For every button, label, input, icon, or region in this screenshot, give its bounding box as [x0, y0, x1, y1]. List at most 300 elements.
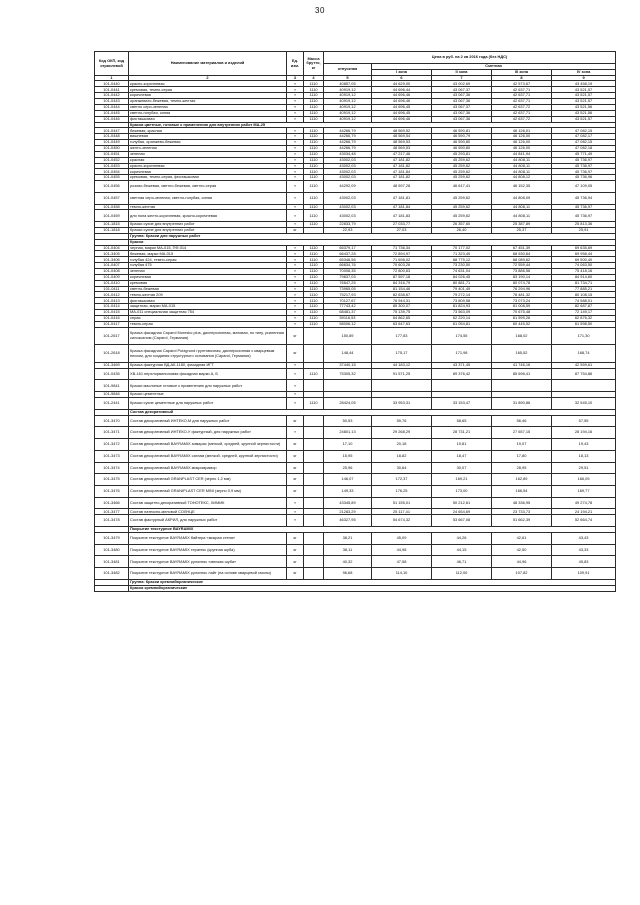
price-zone-4: 74 063,50: [552, 263, 616, 269]
material-name: кремовая, темно-серая: [129, 87, 287, 93]
price-zone-2: 61 054,81: [432, 321, 492, 327]
material-name: зеленая: [129, 151, 287, 157]
okp-code: 101-3469: [95, 362, 129, 368]
price-zone-4: 62 876,32: [552, 315, 616, 321]
release-price: 50,53: [324, 415, 372, 427]
table-row: [95, 439, 616, 451]
group-heading-row: [95, 585, 616, 591]
price-zone-4: 45 771,49: [552, 151, 616, 157]
price-zone-2: 73 230,50: [432, 263, 492, 269]
release-price: 43002,03: [324, 157, 372, 163]
okp-code: 101-3471: [95, 427, 129, 439]
release-price: 58006,12: [324, 321, 372, 327]
gross-mass: 1110: [304, 368, 324, 380]
price-zone-1: 48 569,53: [372, 145, 432, 151]
okp-code: 101-0417: [95, 321, 129, 327]
price-zone-1: 44 183,12: [372, 362, 432, 368]
price-zone-3: 76 294,96: [492, 286, 552, 292]
table-row: [95, 556, 616, 568]
price-zone-2: 30,07: [432, 462, 492, 474]
release-price: 44266,79: [324, 140, 372, 146]
unit: т: [287, 427, 304, 439]
gross-mass: [304, 515, 324, 527]
price-zone-2: 45 259,62: [432, 210, 492, 222]
okp-code: 101-0454: [95, 169, 129, 175]
unit: т: [287, 204, 304, 210]
material-name: голубая, оранжево-бежевая: [129, 140, 287, 146]
header-mass: Масса брутто, кг: [304, 52, 324, 76]
material-name: бежевая, красная: [129, 128, 287, 134]
price-zone-2: 43 002,69: [432, 81, 492, 87]
gross-mass: 1110: [304, 222, 324, 228]
okp-code: 101-0449: [95, 140, 129, 146]
price-zone-1: 72 800,63: [372, 269, 432, 275]
price-zone-3: 46 126,00: [492, 145, 552, 151]
unit: т: [287, 286, 304, 292]
material-name: Краска фактурная ВД-АК-1180, фасадная ИГТ: [129, 362, 287, 368]
price-zone-2: 81 824,93: [432, 304, 492, 310]
header-code: Код ОКП, код отраслевой: [95, 52, 129, 76]
price-zone-1: 176,25: [372, 486, 432, 498]
price-zone-4: 43 521,56: [552, 110, 616, 116]
release-price: 70008,35: [324, 269, 372, 275]
unit: т: [287, 104, 304, 110]
price-zone-4: 19,43: [552, 439, 616, 451]
gross-mass: 1110: [304, 204, 324, 210]
unit: т: [287, 116, 304, 122]
okp-code: 101-3474: [95, 462, 129, 474]
price-zone-2: 19,81: [432, 439, 492, 451]
price-zone-1: 72 894,97: [372, 251, 432, 257]
column-number: 7: [432, 76, 492, 81]
release-price: 65346,56: [324, 257, 372, 263]
header-zone-3: III зона: [492, 70, 552, 76]
material-name: Состав декоративный BAYRAMIX зимарас (мелкой, средней, крупной зернистости): [129, 439, 287, 451]
gross-mass: 1110: [304, 81, 324, 87]
release-price: 40919,12: [324, 116, 372, 122]
gross-mass: 1110: [304, 321, 324, 327]
price-zone-2: 171,98: [432, 345, 492, 363]
price-zone-3: 44 808,11: [492, 163, 552, 169]
okp-code: 101-0408: [95, 269, 129, 275]
price-zone-4: 171,30: [552, 327, 616, 345]
price-zone-4: 45 736,94: [552, 192, 616, 204]
unit: кг: [287, 474, 304, 486]
price-zone-2: 46,71: [432, 556, 492, 568]
table-row: [95, 181, 616, 193]
header-estimate: Сметная: [372, 64, 616, 70]
price-zone-1: 30,64: [372, 462, 432, 474]
okp-code: 101-3473: [95, 450, 129, 462]
price-zone-3: 42,50: [492, 544, 552, 556]
table-row: [95, 486, 616, 498]
unit: т: [287, 251, 304, 257]
price-zone-1: 47 181,84: [372, 169, 432, 175]
gross-mass: [304, 427, 324, 439]
okp-code: 101-0404: [95, 245, 129, 251]
price-zone-4: 47 082,15: [552, 140, 616, 146]
material-name: Краски цементные: [129, 392, 287, 398]
gross-mass: [304, 556, 324, 568]
release-price: 43002,03: [324, 169, 372, 175]
release-price: 38,11: [324, 544, 372, 556]
price-zone-1: 47 181,82: [372, 163, 432, 169]
price-zone-2: 45 259,62: [432, 157, 492, 163]
unit: т: [287, 181, 304, 193]
price-zone-3: 51 662,39: [492, 515, 552, 527]
price-zone-2: 26,40: [432, 228, 492, 234]
release-price: 28424,05: [324, 398, 372, 410]
price-zone-2: 45 259,62: [432, 192, 492, 204]
unit: т: [287, 145, 304, 151]
material-name: кремовая: [129, 280, 287, 286]
unit: т: [287, 134, 304, 140]
price-zone-4: 57,55: [552, 415, 616, 427]
price-zone-3: 56,46: [492, 415, 552, 427]
header-unit: Ед. изм.: [287, 52, 304, 76]
price-zone-1: 84 316,79: [372, 280, 432, 286]
price-zone-4: 43,33: [552, 544, 616, 556]
unit: т: [287, 222, 304, 228]
unit: т: [287, 362, 304, 368]
material-name: Покрытие текстурное BAYRAMIX рулонекс лайт (на основе кварцевой смолы): [129, 568, 287, 580]
price-zone-1: 33 953,31: [372, 398, 432, 410]
price-zone-1: 44,98: [372, 544, 432, 556]
unit: т: [287, 128, 304, 134]
price-zone-2: 18,47: [432, 450, 492, 462]
price-zone-2: 80 881,71: [432, 280, 492, 286]
price-zone-4: [552, 380, 616, 392]
unit: кг: [287, 439, 304, 451]
unit: т: [287, 99, 304, 105]
release-price: 77743,42: [324, 304, 372, 310]
gross-mass: 1110: [304, 269, 324, 275]
price-zone-3: 31 890,86: [492, 398, 552, 410]
price-zone-2: 46 590,80: [432, 140, 492, 146]
release-price: 148,44: [324, 345, 372, 363]
material-name: ХВ-161 перхлорвиниловая фасадная марки А, Б: [129, 368, 287, 380]
okp-code: 101-1818: [95, 228, 129, 234]
table-row: [95, 327, 616, 345]
price-zone-1: 44 696,46: [372, 93, 432, 99]
unit: кг: [287, 532, 304, 544]
price-zone-4: 45 736,97: [552, 204, 616, 210]
unit: т: [287, 81, 304, 87]
price-zone-4: 18,13: [552, 450, 616, 462]
okp-code: 101-0441: [95, 87, 129, 93]
price-zone-4: 168,74: [552, 345, 616, 363]
gross-mass: 1110: [304, 257, 324, 263]
material-name: Краски сухие для внутренних работ: [129, 228, 287, 234]
price-zone-2: 33 153,47: [432, 398, 492, 410]
gross-mass: 1110: [304, 286, 324, 292]
price-zone-2: 112,00: [432, 568, 492, 580]
price-zone-2: 53 667,08: [432, 515, 492, 527]
material-name: розово-бежевая, светло-бежевая, светло-серая: [129, 181, 287, 193]
price-zone-3: 48 336,95: [492, 497, 552, 509]
gross-mass: 1110: [304, 298, 324, 304]
okp-code: 101-0415: [95, 310, 129, 316]
table-row: [95, 368, 616, 380]
price-zone-3: 72 559,44: [492, 263, 552, 269]
release-price: 73965,05: [324, 286, 372, 292]
table-row: [95, 427, 616, 439]
gross-mass: 1110: [304, 292, 324, 298]
release-price: 43002,03: [324, 175, 372, 181]
price-zone-3: 42,61: [492, 532, 552, 544]
okp-code: 101-0453: [95, 163, 129, 169]
release-price: 38,21: [324, 532, 372, 544]
unit: кг: [287, 544, 304, 556]
material-name: желто-зеленая: [129, 145, 287, 151]
price-zone-4: 45 736,96: [552, 175, 616, 181]
price-zone-4: 169,77: [552, 486, 616, 498]
price-zone-1: 70 603,26: [372, 263, 432, 269]
material-name: бежевая, марки МА-015: [129, 251, 287, 257]
material-name: Покрытие текстурное BAYRAMIX байтера «мокрая стена»: [129, 532, 287, 544]
gross-mass: 1110: [304, 192, 324, 204]
okp-code: 101-0409: [95, 274, 129, 280]
okp-code: 101-0448: [95, 134, 129, 140]
price-zone-1: 63 647,63: [372, 321, 432, 327]
material-name: Состав фактурный АКРИЛ, для наружных работ: [129, 515, 287, 527]
price-zone-4: 42 559,61: [552, 362, 616, 368]
okp-code: 101-0435: [95, 368, 129, 380]
column-number: 6: [372, 76, 432, 81]
table-row: [95, 415, 616, 427]
table-row: [95, 532, 616, 544]
gross-mass: 1110: [304, 245, 324, 251]
price-zone-2: 44,15: [432, 544, 492, 556]
okp-code: 101-0414: [95, 304, 129, 310]
material-name: фисташковая: [129, 116, 287, 122]
price-zone-4: 45 736,97: [552, 163, 616, 169]
okp-code: 101-0442: [95, 93, 129, 99]
release-price: 17,10: [324, 439, 372, 451]
material-name: светло-голубая, синяя: [129, 110, 287, 116]
price-zone-3: 46 126,00: [492, 134, 552, 140]
price-zone-3: 44 808,11: [492, 204, 552, 210]
gross-mass: [304, 462, 324, 474]
material-name: красно-коричневая: [129, 81, 287, 87]
column-number: 8: [492, 76, 552, 81]
price-zone-3: 83 190,14: [492, 274, 552, 280]
release-price: 44292,09: [324, 181, 372, 193]
gross-mass: [304, 415, 324, 427]
release-price: 37440,15: [324, 362, 372, 368]
price-zone-3: 166,54: [492, 486, 552, 498]
gross-mass: [304, 568, 324, 580]
page-number: 30: [315, 6, 325, 15]
price-zone-1: 75 139,75: [372, 310, 432, 316]
gross-mass: [304, 450, 324, 462]
price-table: [94, 51, 616, 592]
unit: т: [287, 515, 304, 527]
material-name: кремовая, темно-серая, фисташковая: [129, 175, 287, 181]
gross-mass: 1110: [304, 134, 324, 140]
price-zone-3: 42 637,72: [492, 116, 552, 122]
material-name: темно-серая: [129, 321, 287, 327]
material-name: серая: [129, 315, 287, 321]
price-zone-4: 47 082,18: [552, 145, 616, 151]
okp-code: 101-2617: [95, 327, 129, 345]
group-heading: Состав декоративный: [129, 409, 616, 415]
okp-code: 101-3475: [95, 474, 129, 486]
gross-mass: 1110: [304, 93, 324, 99]
price-zone-4: 24 194,21: [552, 509, 616, 515]
okp-code: 101-0447: [95, 128, 129, 134]
gross-mass: 1110: [304, 210, 324, 222]
table-row: [95, 515, 616, 527]
table-row: [95, 210, 616, 222]
price-zone-4: 87 754,86: [552, 368, 616, 380]
price-zone-1: 71 736,34: [372, 245, 432, 251]
price-zone-4: 77 885,21: [552, 286, 616, 292]
price-zone-4: 49 274,78: [552, 497, 616, 509]
gross-mass: 1110: [304, 87, 324, 93]
price-zone-2: 62 220,14: [432, 315, 492, 321]
okp-code: 101-3479: [95, 532, 129, 544]
unit: т: [287, 245, 304, 251]
price-zone-1: 48 569,53: [372, 140, 432, 146]
release-price: 65379,17: [324, 245, 372, 251]
unit: кг: [287, 450, 304, 462]
unit: т: [287, 280, 304, 286]
unit: т: [287, 509, 304, 515]
gross-mass: 1110: [304, 99, 324, 105]
table-row: [95, 380, 616, 392]
gross-mass: 1110: [304, 315, 324, 321]
material-name: Состав декоративный BAYRAMIX саглам (мелкой, средней, крупной зернистости): [129, 450, 287, 462]
release-price: 40,32: [324, 556, 372, 568]
price-zone-4: 80 108,15: [552, 292, 616, 298]
price-zone-4: 28 194,16: [552, 427, 616, 439]
unit: кг: [287, 568, 304, 580]
header-name: Наименование материалов и изделий: [129, 52, 287, 76]
price-zone-2: 79 401,49: [432, 286, 492, 292]
price-zone-3: 80 074,78: [492, 280, 552, 286]
price-zone-1: 47 181,82: [372, 175, 432, 181]
gross-mass: 1110: [304, 145, 324, 151]
release-price: 15,95: [324, 450, 372, 462]
price-zone-1: 64 862,65: [372, 315, 432, 321]
gross-mass: 1110: [304, 151, 324, 157]
price-zone-4: 75 418,16: [552, 269, 616, 275]
price-zone-3: 19,07: [492, 439, 552, 451]
okp-code: 101-0412: [95, 292, 129, 298]
okp-code: 101-3466: [95, 497, 129, 509]
release-price: 40919,12: [324, 99, 372, 105]
release-price: 44266,79: [324, 128, 372, 134]
group-heading: Краски цветные, готовые к применению для внутренних работ МА-25: [129, 122, 616, 128]
price-zone-4: 45 736,97: [552, 157, 616, 163]
okp-code: 101-0410: [95, 280, 129, 286]
price-zone-3: 85 696,41: [492, 368, 552, 380]
group-heading: Группа: Краски для наружных работ: [129, 233, 616, 239]
price-zone-4: 25 813,36: [552, 222, 616, 228]
price-zone-4: 45,83: [552, 556, 616, 568]
price-zone-1: 81 154,46: [372, 286, 432, 292]
release-price: 24801,13: [324, 427, 372, 439]
okp-code: 101-2441: [95, 398, 129, 410]
price-zone-4: 47 082,15: [552, 128, 616, 134]
material-name: Состав декоративный GRANIPLAST CER MINI (зерно 0,9 мм): [129, 486, 287, 498]
price-zone-4: 43 458,19: [552, 81, 616, 87]
material-name: красная: [129, 157, 287, 163]
gross-mass: [304, 439, 324, 451]
price-zone-4: 81 734,71: [552, 280, 616, 286]
material-name: зеленая: [129, 269, 287, 275]
price-zone-4: 47 082,17: [552, 134, 616, 140]
release-price: 96,68: [324, 568, 372, 580]
price-zone-2: 43 067,36: [432, 93, 492, 99]
price-zone-1: 76 944,31: [372, 298, 432, 304]
price-zone-1: 71 698,02: [372, 257, 432, 263]
gross-mass: 1110: [304, 398, 324, 410]
material-name: темно-желтая 209: [129, 292, 287, 298]
material-name: коричневая: [129, 93, 287, 99]
material-name: Состав защитно-декоративный ТОНОТЕКС, ХИМИК: [129, 497, 287, 509]
unit: т: [287, 368, 304, 380]
release-price: 76647,25: [324, 280, 372, 286]
price-zone-3: 46 152,35: [492, 181, 552, 193]
unit: кг: [287, 486, 304, 498]
okp-code: 101-0443: [95, 99, 129, 105]
price-zone-1: 45,09: [372, 532, 432, 544]
gross-mass: [304, 327, 324, 345]
price-zone-4: 43 521,57: [552, 93, 616, 99]
unit: т: [287, 175, 304, 181]
price-zone-2: 68 775,12: [432, 257, 492, 263]
price-zone-2: 45 259,62: [432, 169, 492, 175]
price-zone-2: 46 590,80: [432, 145, 492, 151]
unit: т: [287, 93, 304, 99]
price-zone-1: 20,18: [372, 439, 432, 451]
price-zone-3: [492, 380, 552, 392]
price-zone-4: 84 914,60: [552, 274, 616, 280]
price-zone-3: 41 746,16: [492, 362, 552, 368]
material-name: вишневая: [129, 134, 287, 140]
release-price: 43002,03: [324, 210, 372, 222]
unit: т: [287, 269, 304, 275]
okp-code: 101-0451: [95, 151, 129, 157]
okp-code: 101-3477: [95, 509, 129, 515]
price-zone-2: 45 259,62: [432, 204, 492, 210]
table-row: [95, 450, 616, 462]
price-zone-1: 47 217,46: [372, 151, 432, 157]
release-price: 68481,37: [324, 310, 372, 316]
price-zone-2: 43 067,37: [432, 104, 492, 110]
price-zone-3: 25,37: [492, 228, 552, 234]
material-name: Состав декоративный GRANPLAST CER (зерно 1,2 мм): [129, 474, 287, 486]
price-zone-2: 45 259,62: [432, 163, 492, 169]
price-zone-3: 42 637,71: [492, 93, 552, 99]
unit: кг: [287, 228, 304, 234]
material-name: светло-бежевая: [129, 286, 287, 292]
okp-code: 101-0455: [95, 175, 129, 181]
group-heading: Краски кремнийорганические: [129, 585, 616, 591]
header-price-title: Цена в руб. на 2 кв 2016 года (без НДС): [324, 52, 616, 64]
release-price: 40919,12: [324, 104, 372, 110]
release-price: 66437,28: [324, 251, 372, 257]
material-name: для пола желто-коричневая, красно-коричневая: [129, 210, 287, 222]
price-zone-2: 73 563,09: [432, 310, 492, 316]
table-row: [95, 345, 616, 363]
price-zone-4: 32 545,10: [552, 398, 616, 410]
okp-code: 101-3481: [95, 556, 129, 568]
price-zone-2: 46 617,41: [432, 181, 492, 193]
gross-mass: 1110: [304, 163, 324, 169]
